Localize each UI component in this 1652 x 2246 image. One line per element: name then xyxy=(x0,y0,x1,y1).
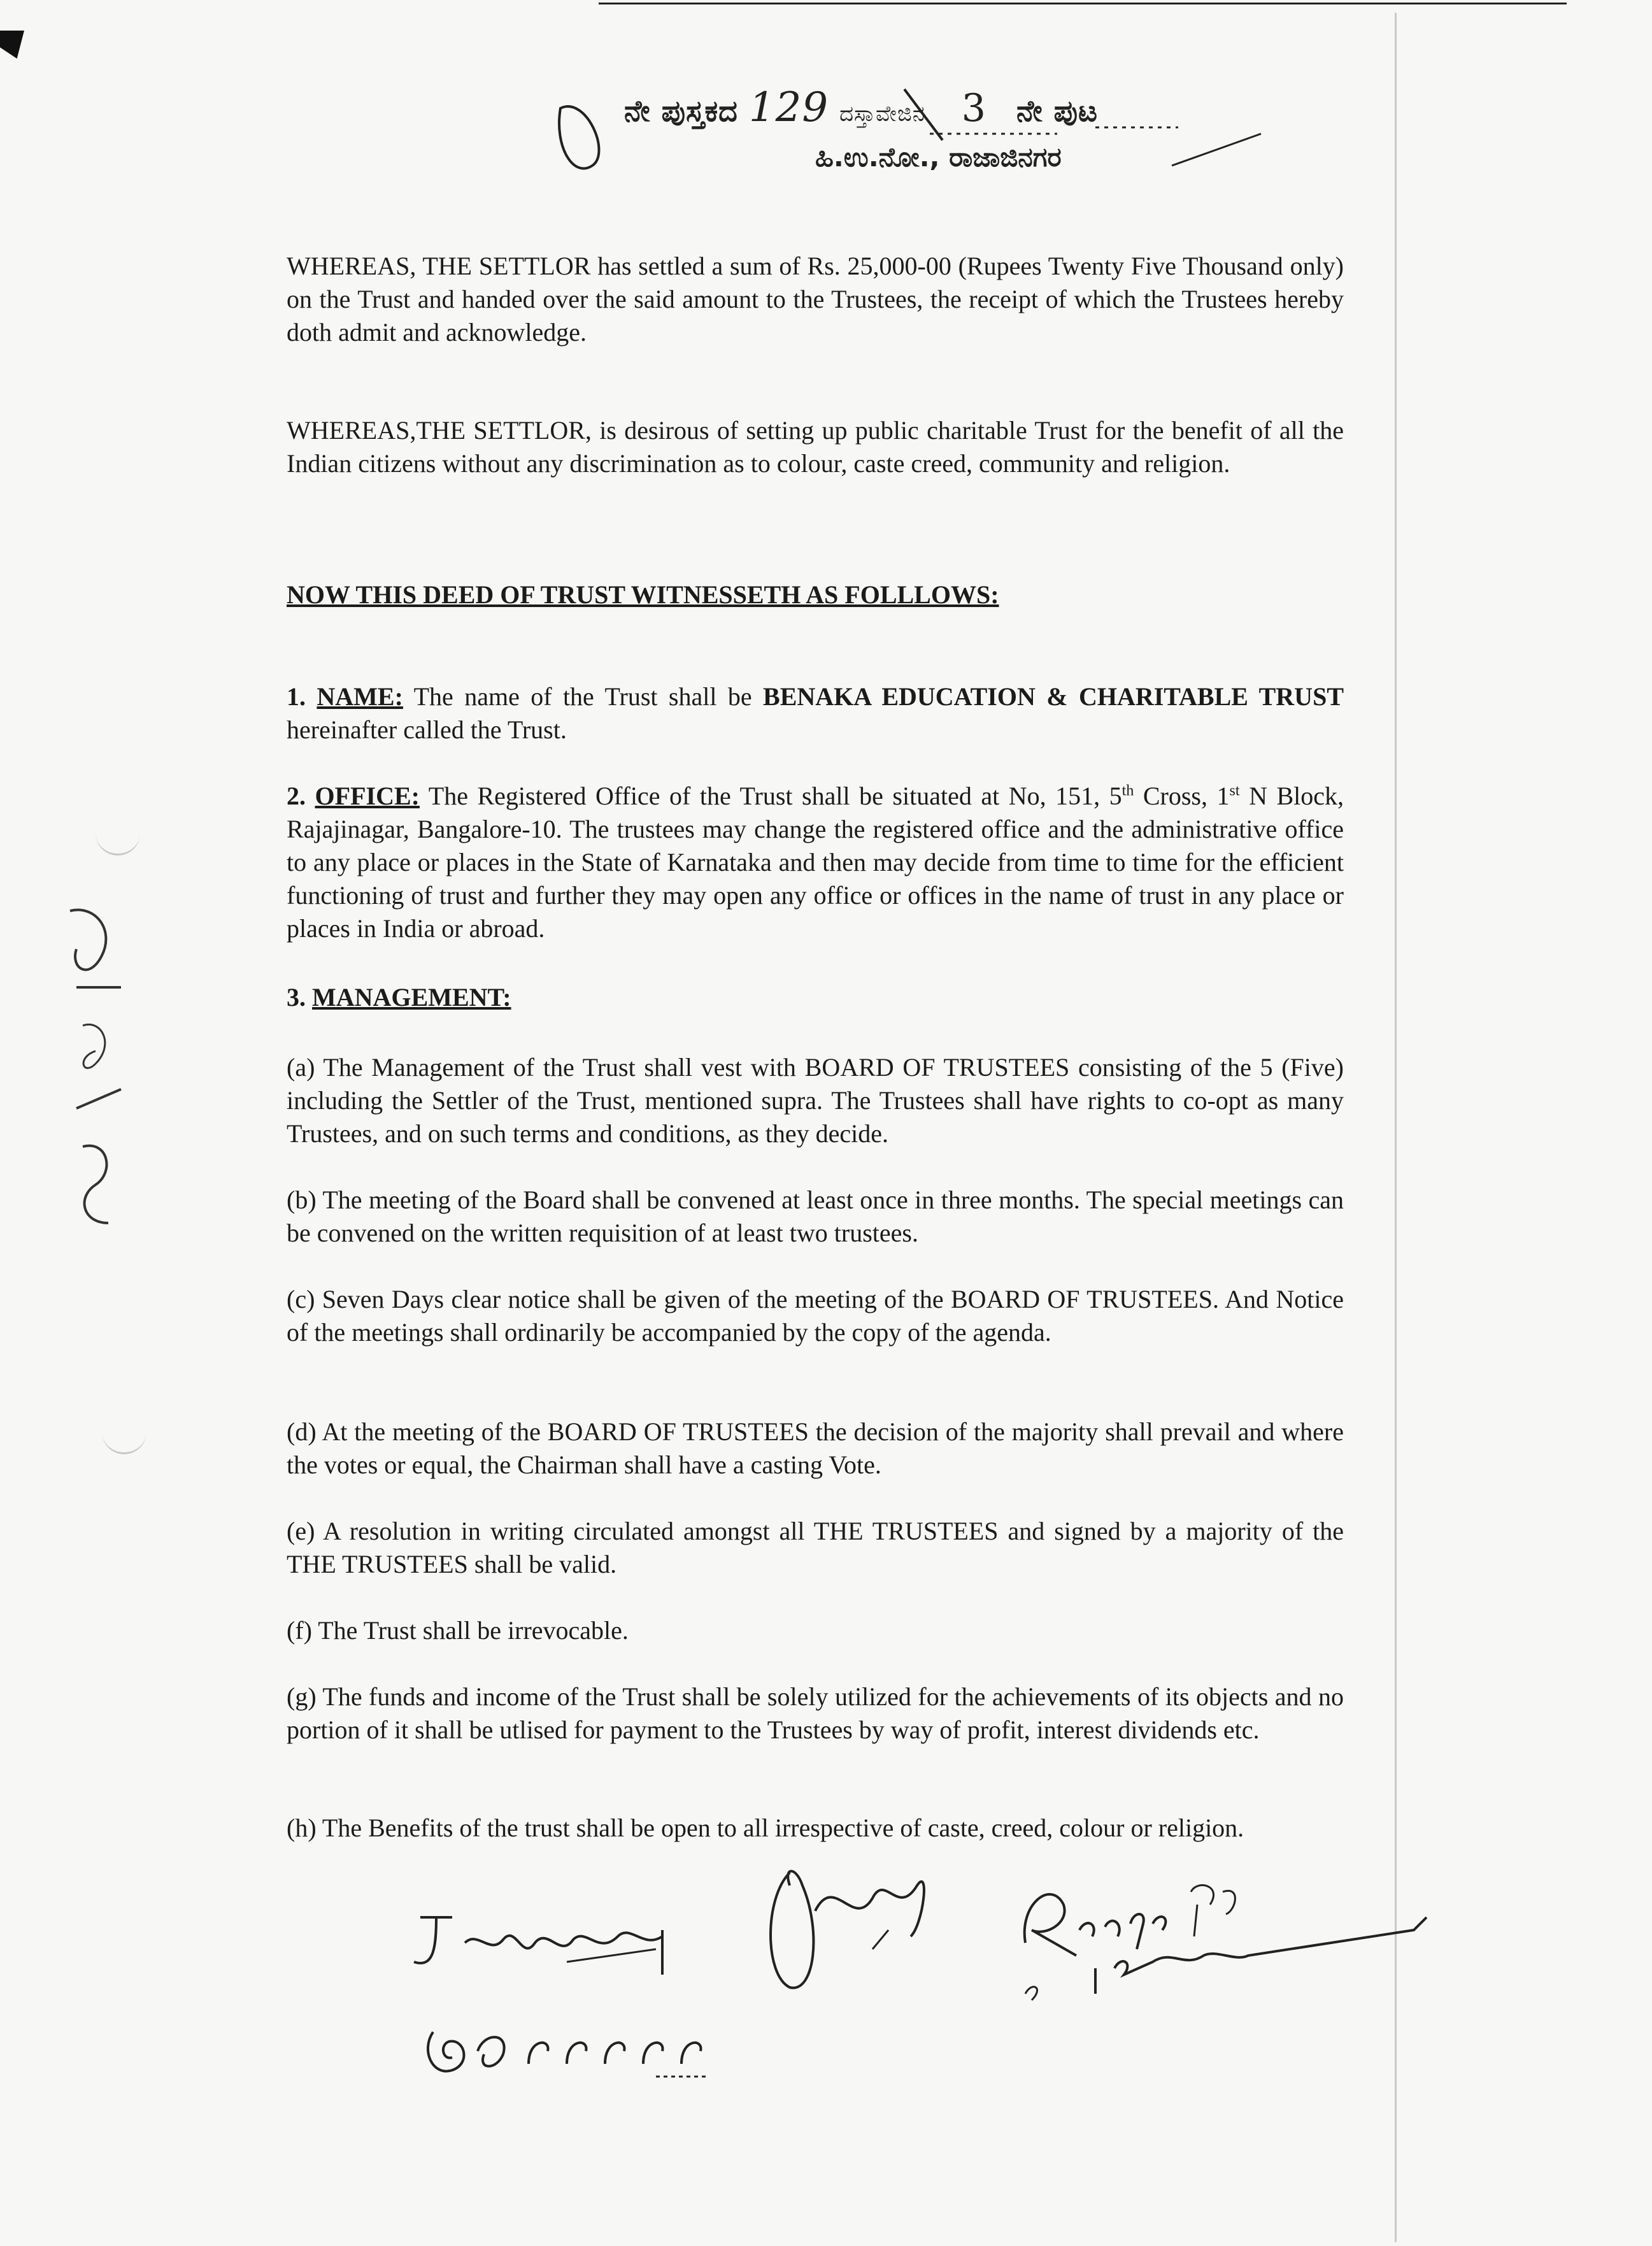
signature-jayashree-drawing xyxy=(408,1905,688,1981)
signature-middle-drawing xyxy=(751,1835,955,2000)
stamp-line-1: ನೇ ಪುಸ್ತಕದ 129 ದಸ್ತಾವೇಜಿನ 3 ನೇ ಪುಟ xyxy=(624,84,1099,131)
margin-annotation xyxy=(57,905,134,1261)
clause-name: 1. NAME: The name of the Trust shall be BENAKA EDUCATION & CHARITABLE TRUST hereinafter called the Trust. xyxy=(287,682,1344,744)
clause-f: (f) The Trust shall be irrevocable. xyxy=(287,1616,629,1645)
clause-g: (g) The funds and income of the Trust shall be solely utilized for the achievements of its objects and no portion of it shall be utlised for payment to the Trustees by way of profit, interest dividends etc. xyxy=(287,1682,1344,1744)
signature-kannada-drawing xyxy=(414,2006,720,2089)
trust-name: BENAKA EDUCATION & CHARITABLE TRUST xyxy=(763,682,1344,711)
punch-hole-mark xyxy=(102,1427,146,1454)
signature-middle xyxy=(751,1835,955,2003)
margin-handwriting xyxy=(57,905,134,1261)
clause-a: (a) The Management of the Trust shall vest with BOARD OF TRUSTEES consisting of the 5 (Five) including the Settler of the Trust, mentioned supra. The Trustees shall have rights to co-opt as many Trustees, and on such terms and conditions, as they decide. xyxy=(287,1053,1344,1148)
clause-h: (h) The Benefits of the trust shall be open to all irrespective of caste, creed, colour or religion. xyxy=(287,1813,1244,1842)
signature-kannada xyxy=(414,2006,720,2092)
clause-management-heading: 3. MANAGEMENT: xyxy=(287,983,511,1012)
recital-settlement: WHEREAS, THE SETTLOR has settled a sum of Rs. 25,000-00 (Rupees Twenty Five Thousand only) on the Trust and handed over the said amount to the Trustees, the receipt of which the Trustees hereby doth admit and acknowledge. xyxy=(287,252,1344,347)
signature-roopa-drawing xyxy=(1006,1866,1439,2006)
clause-d: (d) At the meeting of the BOARD OF TRUSTEES the decision of the majority shall prevail and where the votes or equal, the Chairman shall have a casting Vote. xyxy=(287,1417,1344,1479)
clause-e: (e) A resolution in writing circulated amongst all THE TRUSTEES and signed by a majority of the THE TRUSTEES shall be valid. xyxy=(287,1517,1344,1578)
stamp-book-number: 129 xyxy=(748,84,829,131)
signature-roopa xyxy=(1006,1866,1439,2010)
stamp-page-number: 3 xyxy=(961,86,986,131)
deed-heading: NOW THIS DEED OF TRUST WITNESSETH AS FOLLLOWS: xyxy=(287,580,999,609)
clause-office: 2. OFFICE: The Registered Office of the Trust shall be situated at No, 151, 5th Cross, 1st N Block, Rajajinagar, Bangalore-10. The trustees may change the registered office and the administrative office to any place or places in the State of Karnataka and then may decide from time to time for the efficient functioning of trust and further they may open any office or offices in the name of trust in any place or places in India or abroad. xyxy=(287,782,1344,943)
punch-hole-mark xyxy=(96,828,140,855)
stamp-line-2: ಹಿ.ಉ.ನೋ., ರಾಜಾಜಿನಗರ xyxy=(815,141,1062,173)
clause-b: (b) The meeting of the Board shall be convened at least once in three months. The special meetings can be convened on the written requisition of at least two trustees. xyxy=(287,1185,1344,1247)
signature-jayashree xyxy=(408,1905,688,1984)
corner-mark xyxy=(0,31,24,59)
top-border-line xyxy=(599,3,1567,4)
recital-purpose: WHEREAS,THE SETTLOR, is desirous of setting up public charitable Trust for the benefit of all the Indian citizens without any discrimination as to colour, caste creed, community and religion. xyxy=(287,416,1344,478)
clause-c: (c) Seven Days clear notice shall be given of the meeting of the BOARD OF TRUSTEES. And Notice of the meetings shall ordinarily be accompanied by the copy of the agenda. xyxy=(287,1285,1344,1347)
registration-stamp xyxy=(548,70,1267,191)
